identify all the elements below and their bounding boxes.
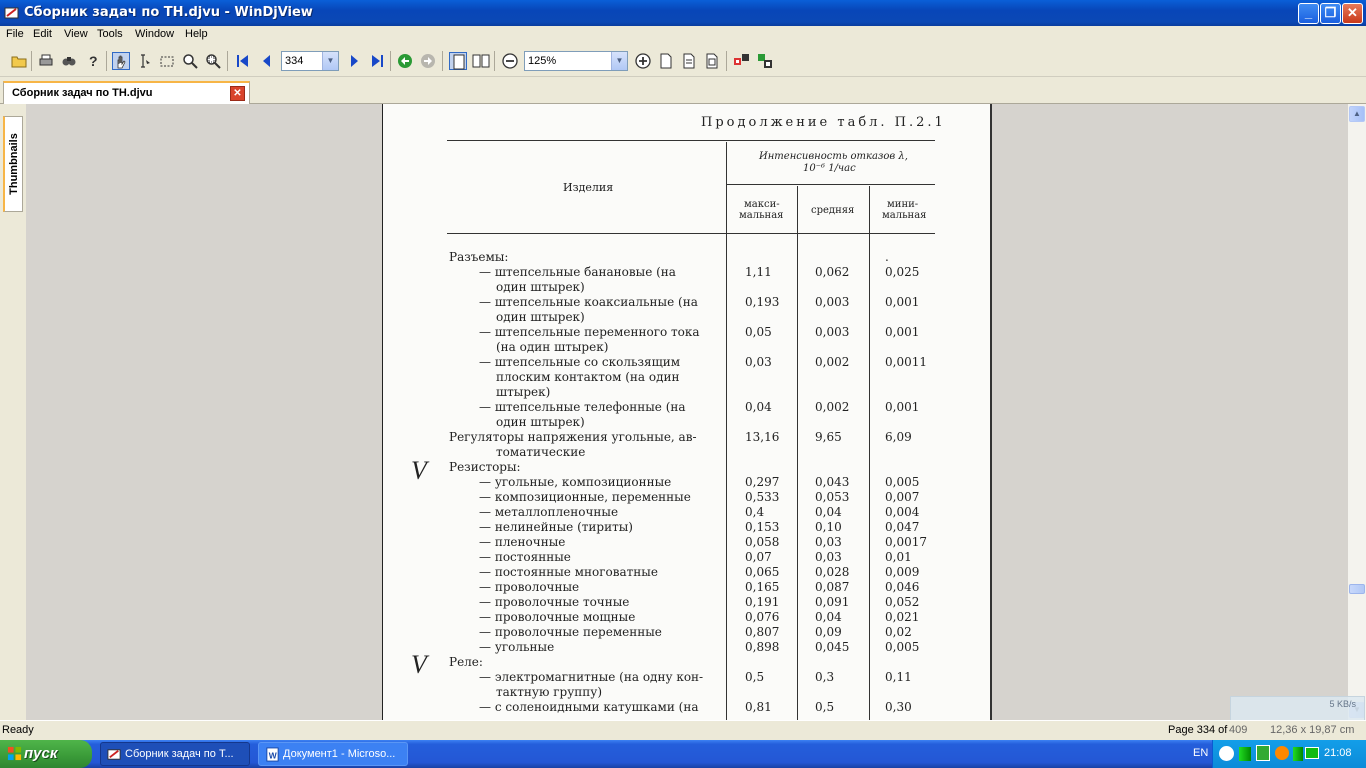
header-max-line2: мальная <box>739 210 784 221</box>
last-page-icon[interactable] <box>368 52 386 70</box>
fit-width-icon[interactable] <box>680 52 698 70</box>
toolbar-separator <box>726 51 727 71</box>
header-inner-rule <box>727 184 935 185</box>
status-page-size: 12,36 x 19,87 cm <box>1270 724 1355 736</box>
chevron-down-icon[interactable]: ▼ <box>611 52 627 70</box>
word-document-icon <box>265 747 280 762</box>
toolbar-separator <box>227 51 228 71</box>
status-page-total: 409 <box>1229 724 1248 736</box>
table-cell-max: 0,05 <box>745 325 772 339</box>
table-cell-max: 0,4 <box>745 505 765 519</box>
title-bar[interactable] <box>0 0 1366 26</box>
menu-view[interactable]: View <box>64 28 88 40</box>
close-button[interactable]: ✕ <box>1342 3 1363 24</box>
fit-page-icon[interactable] <box>657 52 675 70</box>
zoom-level-value: 125% <box>528 55 557 67</box>
table-row-label: — постоянные <box>479 550 571 564</box>
table-cell-max: 0,03 <box>745 355 772 369</box>
table-cell-max: 0,07 <box>745 550 772 564</box>
header-bottom-rule <box>447 233 935 234</box>
table-row-label: — с соленоидными катушками (на <box>479 700 699 714</box>
column-divider <box>797 186 798 720</box>
tab-document[interactable] <box>3 81 250 104</box>
table-cell-min: 0,001 <box>885 295 920 309</box>
forward-icon[interactable] <box>419 52 437 70</box>
layers-icon[interactable] <box>756 52 774 70</box>
tab-bar <box>0 78 1366 104</box>
header-items: Изделия <box>563 181 614 194</box>
zoom-level-field[interactable] <box>524 51 628 71</box>
menu-help[interactable]: Help <box>185 28 208 40</box>
header-mid: средняя <box>811 205 855 216</box>
svg-text:?: ? <box>89 53 98 69</box>
table-cell-min: 0,01 <box>885 550 912 564</box>
handwritten-check-mark: V <box>411 456 427 485</box>
header-min-line2: мальная <box>882 210 927 221</box>
table-row-label: — штепсельные телефонные (на <box>479 400 686 414</box>
page-number-field[interactable] <box>281 51 339 71</box>
window-title: Сборник задач по ТН.djvu - WinDjView <box>24 5 313 20</box>
menu-edit[interactable]: Edit <box>33 28 52 40</box>
chevron-down-icon[interactable]: ▼ <box>322 52 338 70</box>
table-cell-mid: 0,04 <box>815 610 842 624</box>
first-page-icon[interactable] <box>234 52 252 70</box>
taskbar <box>0 740 1366 768</box>
table-row-label: — нелинейные (тириты) <box>479 520 633 534</box>
toolbar <box>0 45 1366 77</box>
header-max-line1: макси- <box>744 199 780 210</box>
table-row-label: (на один штырек) <box>496 340 609 354</box>
table-cell-min: . <box>885 250 889 264</box>
table-row-label: один штырек) <box>496 280 585 294</box>
table-row-label: — штепсельные со скользящим <box>479 355 681 369</box>
table-cell-mid: 0,03 <box>815 550 842 564</box>
find-icon[interactable] <box>60 52 78 70</box>
taskbar-item-label: Документ1 - Microso... <box>283 748 396 760</box>
two-pages-icon[interactable] <box>472 52 490 70</box>
table-cell-mid: 0,10 <box>815 520 842 534</box>
table-cell-min: 0,001 <box>885 400 920 414</box>
table-cell-mid: 0,002 <box>815 355 850 369</box>
maximize-button[interactable]: ❐ <box>1320 3 1341 24</box>
table-row-label: Разъемы: <box>449 250 509 264</box>
table-cell-mid: 0,003 <box>815 325 850 339</box>
table-cell-mid: 0,09 <box>815 625 842 639</box>
zoom-out-icon[interactable] <box>501 52 519 70</box>
table-row-label: Регуляторы напряжения угольные, ав- <box>449 430 697 444</box>
help-icon[interactable] <box>84 52 102 70</box>
table-cell-min: 6,09 <box>885 430 912 444</box>
table-row-label: — проволочные точные <box>479 595 630 609</box>
table-cell-mid: 0,003 <box>815 295 850 309</box>
menu-file[interactable]: File <box>6 28 24 40</box>
display-mode-icon[interactable] <box>733 52 751 70</box>
table-cell-mid: 0,04 <box>815 505 842 519</box>
table-row-label: — проволочные мощные <box>479 610 636 624</box>
table-row-label: — проволочные переменные <box>479 625 662 639</box>
table-cell-min: 0,0017 <box>885 535 927 549</box>
column-divider <box>726 142 727 720</box>
hand-tool-icon[interactable] <box>112 52 130 70</box>
table-row-label: — композиционные, переменные <box>479 490 691 504</box>
table-row-label: — электромагнитные (на одну кон- <box>479 670 704 684</box>
start-label: пуск <box>24 745 58 762</box>
zoom-rect-icon[interactable] <box>204 52 222 70</box>
table-row-label: — штепсельные переменного тока <box>479 325 700 339</box>
battery-icon[interactable] <box>1305 747 1319 759</box>
scrollbar-thumb[interactable] <box>1349 584 1365 594</box>
table-row-label: — угольные, композиционные <box>479 475 672 489</box>
table-cell-max: 0,533 <box>745 490 780 504</box>
clock: 21:08 <box>1324 747 1352 759</box>
table-cell-max: 0,04 <box>745 400 772 414</box>
table-cell-mid: 0,087 <box>815 580 850 594</box>
status-page-label: Page 334 of <box>1168 724 1228 736</box>
table-row-label: один штырек) <box>496 310 585 324</box>
table-cell-min: 0,02 <box>885 625 912 639</box>
table-cell-min: 0,11 <box>885 670 912 684</box>
toolbar-separator <box>106 51 107 71</box>
table-cell-mid: 9,65 <box>815 430 842 444</box>
status-bar <box>0 720 1366 740</box>
table-cell-max: 0,5 <box>745 670 765 684</box>
table-cell-mid: 0,091 <box>815 595 850 609</box>
tab-document-label: Сборник задач по ТН.djvu <box>12 87 153 99</box>
table-cell-max: 0,191 <box>745 595 780 609</box>
taskbar-item-word[interactable] <box>258 742 408 766</box>
menu-tools[interactable]: Tools <box>97 28 123 40</box>
table-row-label: — металлопленочные <box>479 505 619 519</box>
windjview-app-icon <box>107 747 122 762</box>
table-cell-min: 0,0011 <box>885 355 927 369</box>
table-cell-mid: 0,03 <box>815 535 842 549</box>
table-cell-max: 0,065 <box>745 565 780 579</box>
table-cell-mid: 0,045 <box>815 640 850 654</box>
toolbar-separator <box>31 51 32 71</box>
vertical-scrollbar[interactable] <box>1348 104 1366 720</box>
table-row-label: — угольные <box>479 640 555 654</box>
handwritten-check-mark: V <box>411 650 427 679</box>
table-cell-mid: 0,062 <box>815 265 850 279</box>
signal-strength-icon[interactable] <box>1293 747 1303 761</box>
table-row-label: — штепсельные банановые (на <box>479 265 676 279</box>
table-cell-mid: 0,053 <box>815 490 850 504</box>
table-cell-min: 0,004 <box>885 505 920 519</box>
table-cell-max: 0,898 <box>745 640 780 654</box>
svg-text:W: W <box>268 750 277 761</box>
table-cell-max: 0,153 <box>745 520 780 534</box>
toolbar-separator <box>390 51 391 71</box>
menu-window[interactable]: Window <box>135 28 175 40</box>
table-row-label: штырек) <box>496 385 551 399</box>
table-cell-max: 0,165 <box>745 580 780 594</box>
table-cell-max: 1,11 <box>745 265 772 279</box>
table-cell-min: 0,025 <box>885 265 920 279</box>
actual-size-icon[interactable] <box>703 52 721 70</box>
open-icon[interactable] <box>10 52 28 70</box>
column-divider <box>869 186 870 720</box>
sidebar <box>0 104 26 720</box>
table-row-label: плоским контактом (на один <box>496 370 680 384</box>
windjview-app-icon <box>4 5 20 21</box>
table-row-label: Резисторы: <box>449 460 521 474</box>
table-row-label: — штепсельные коаксиальные (на <box>479 295 698 309</box>
table-row-label: тактную группу) <box>496 685 603 699</box>
start-button[interactable] <box>0 740 92 768</box>
table-cell-min: 0,001 <box>885 325 920 339</box>
table-row-label: — проволочные <box>479 580 580 594</box>
thumbnails-tab-label: Thumbnails <box>7 133 20 195</box>
document-page[interactable] <box>382 104 992 720</box>
header-intensity-line2: 10⁻⁶ 1/час <box>803 163 856 174</box>
table-cell-min: 0,30 <box>885 700 912 714</box>
toolbar-separator <box>442 51 443 71</box>
table-cell-min: 0,046 <box>885 580 920 594</box>
table-row-label: — постоянные многоватные <box>479 565 658 579</box>
zoom-in-icon[interactable] <box>634 52 652 70</box>
scroll-up-icon[interactable]: ▲ <box>1349 106 1365 122</box>
table-row-label: один штырек) <box>496 415 585 429</box>
thumbnails-tab[interactable] <box>3 116 23 212</box>
table-cell-max: 0,81 <box>745 700 772 714</box>
table-cell-min: 0,005 <box>885 475 920 489</box>
minimize-button[interactable]: _ <box>1298 3 1319 24</box>
table-cell-min: 0,005 <box>885 640 920 654</box>
table-cell-min: 0,047 <box>885 520 920 534</box>
tray-app-icon[interactable] <box>1275 746 1289 760</box>
table-cell-max: 0,297 <box>745 475 780 489</box>
table-cell-min: 0,009 <box>885 565 920 579</box>
table-cell-max: 13,16 <box>745 430 780 444</box>
table-cell-max: 0,076 <box>745 610 780 624</box>
table-row-label: — пленочные <box>479 535 566 549</box>
network-signal-icon[interactable] <box>1239 747 1251 761</box>
taskbar-item-label: Сборник задач по Т... <box>125 748 234 760</box>
network-speed-text: 5 KB/s <box>1329 699 1356 709</box>
table-cell-max: 0,193 <box>745 295 780 309</box>
table-cell-max: 0,058 <box>745 535 780 549</box>
text-select-icon[interactable] <box>135 52 153 70</box>
app-tray-icon[interactable] <box>1256 745 1270 761</box>
print-icon[interactable] <box>37 52 55 70</box>
rect-select-icon[interactable] <box>158 52 176 70</box>
toolbar-separator <box>494 51 495 71</box>
table-row-label: томатические <box>496 445 586 459</box>
header-intensity-line1: Интенсивность отказов λ, <box>759 151 908 162</box>
table-row-label: Реле: <box>449 655 483 669</box>
header-min-line1: мини- <box>887 199 919 210</box>
tab-close-icon[interactable]: ✕ <box>230 86 245 101</box>
table-cell-mid: 0,028 <box>815 565 850 579</box>
table-cell-mid: 0,5 <box>815 700 835 714</box>
table-cell-min: 0,007 <box>885 490 920 504</box>
table-cell-mid: 0,043 <box>815 475 850 489</box>
table-cell-max: 0,807 <box>745 625 780 639</box>
back-icon[interactable] <box>396 52 414 70</box>
windows-flag-icon <box>7 746 22 761</box>
table-cell-mid: 0,3 <box>815 670 835 684</box>
table-caption: Продолжение табл. П.2.1 <box>701 115 946 130</box>
zoom-icon[interactable] <box>181 52 199 70</box>
status-text: Ready <box>2 724 34 736</box>
table-cell-mid: 0,002 <box>815 400 850 414</box>
table-cell-min: 0,021 <box>885 610 920 624</box>
table-cell-min: 0,052 <box>885 595 920 609</box>
taskbar-item-windjview[interactable] <box>100 742 250 766</box>
table-top-rule <box>447 140 935 141</box>
tray-expand-icon[interactable] <box>1219 746 1234 761</box>
language-indicator[interactable]: EN <box>1193 747 1209 759</box>
prev-page-icon[interactable] <box>258 52 276 70</box>
next-page-icon[interactable] <box>345 52 363 70</box>
single-page-icon[interactable] <box>449 52 467 70</box>
menu-bar <box>0 26 1366 44</box>
page-number-value: 334 <box>285 55 304 67</box>
